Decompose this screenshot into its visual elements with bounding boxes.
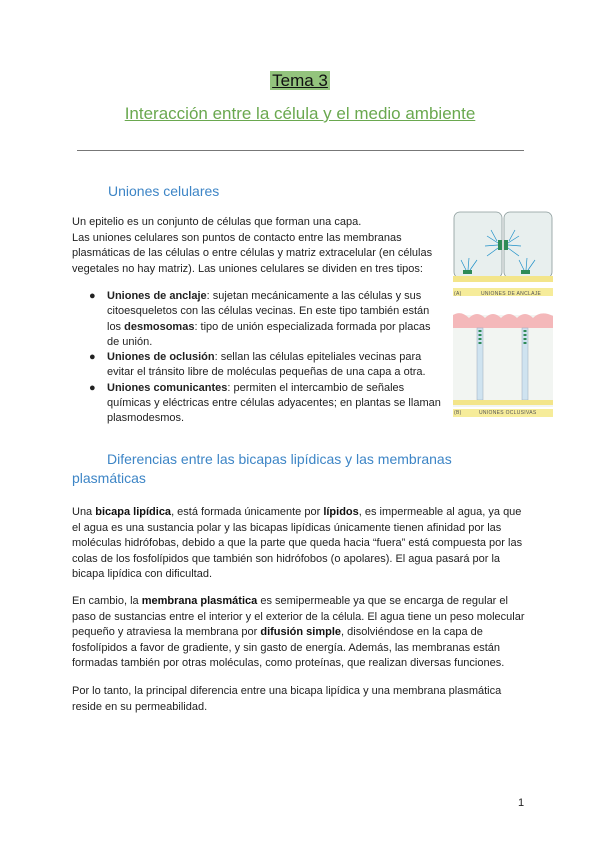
intro-line-2: Las uniones celulares son puntos de contacto entre las membranas plasmáticas de las células o entre células y matriz extracelular (en células vegetales no hay matriz). Las uniones celulares se dividen en tres tipos: [72,231,433,275]
term-lipidos: lípidos [323,506,359,518]
bullet-text: : sujetan mecánicamente a las células y sus citoesqueletos con las células vecinas. En este tipo también están los [107,290,430,333]
figure-caption-b: UNIONES OCLUSIVAS [479,410,537,416]
paragraph-bicapa [72,505,528,583]
term-difusion-simple: difusión simple [260,626,342,638]
cell-junctions-figure [453,210,553,420]
term-bicapa-lipidica: bicapa lipídica [95,506,172,518]
horizontal-divider [77,150,524,151]
paragraph-text: , está formada únicamente por [171,506,324,518]
paragraph-conclusion: Por lo tanto, la principal diferencia entre una bicapa lipídica y una membrana plasmática reside en su permeabilidad. [72,685,502,713]
paragraph-text: , disolviéndose en la capa de fosfolípidos a favor de gradiente, y sin gasto de energía. Además, las membranas están formadas también por otras moléculas, como proteínas, que realizan diversas funciones. [72,626,505,669]
figure-caption-a: UNIONES DE ANCLAJE [481,291,542,297]
figure-caption-a-label: (A) [454,291,462,297]
paragraph-text: En cambio, la [72,595,142,607]
junction-types-list [72,289,444,427]
term-anclaje: Uniones de anclaje [107,290,207,302]
bullet-icon: ● [89,290,96,302]
section-heading-diferencias: Diferencias entre las bicapas lipídicas y las membranas plasmáticas [72,451,452,486]
list-item [72,289,444,350]
term-membrana-plasmatica: membrana plasmática [141,595,258,607]
term-oclusion: Uniones de oclusión [107,351,215,364]
bullet-icon: ● [89,381,96,394]
term-comunicantes: Uniones comunicantes [107,381,228,394]
intro-line-1: Un epitelio es un conjunto de células que forman una capa. [72,216,362,228]
bullet-icon: ● [89,351,96,364]
paragraph-membrana [72,594,528,672]
paragraph-text: Una [72,506,96,518]
term-desmosomas: desmosomas [124,320,195,333]
cell-junctions-illustration [453,210,553,420]
bullet-text: : tipo de unión especializada formada por placas de unión. [107,320,431,348]
paragraph-text: , es impermeable al agua, ya que el agua es una sustancia polar y las bicapas lipídicas únicamente tienen afinidad por las moléculas hidrófobas, debido a que la parte que queda hacia “fuera” está compuesta por las colas de los fosfolípidos que también son hidrófobos (o apolares). El agua pasará por la bicapa lipídica con dificultad. [72,506,523,580]
paragraph-text: es semipermeable ya que se encarga de regular el paso de sustancias entre el interior y el exterior de la célula. El agua tiene un peso molecular pequeño y atraviesa la membrana por [72,595,525,638]
page-number: 1 [518,797,525,809]
intro-paragraph [72,215,444,277]
list-item [72,381,444,427]
page-subtitle: Interacción entre la célula y el medio ambiente [124,104,476,123]
page-title [0,71,600,91]
list-item [72,350,444,381]
bullet-text: : sellan las células epiteliales vecinas para evitar el tránsito libre de moléculas pequeñas de una capa a otra. [107,351,426,379]
title-text: Tema 3 [272,71,328,90]
figure-caption-b-label: (B) [454,410,462,416]
bullet-text: : permiten el intercambio de señales químicas y eléctricas entre células adyacentes; en plantas se llaman plasmodesmos. [107,381,441,425]
section-heading-uniones: Uniones celulares [108,183,220,199]
